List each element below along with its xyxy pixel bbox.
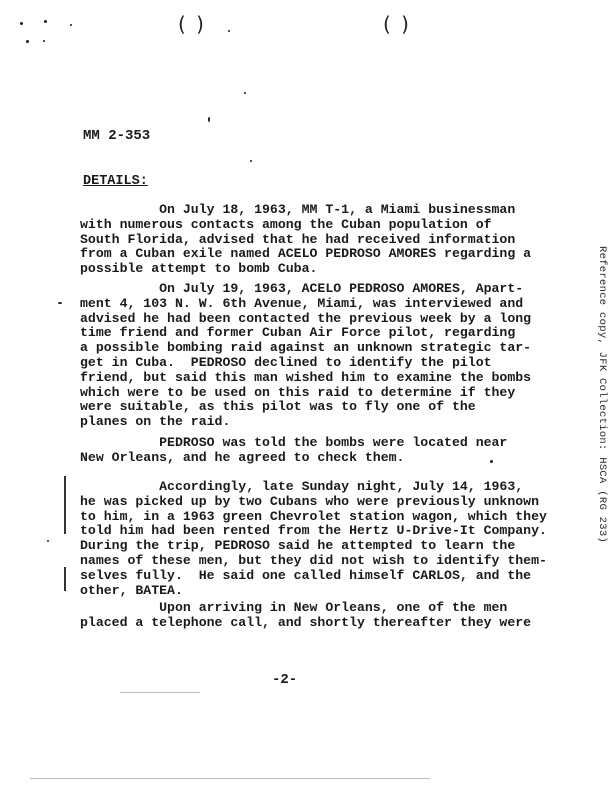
archive-side-stamp: Reference copy, JFK Collection: HSCA (RG 233) xyxy=(596,246,608,544)
scan-speck xyxy=(20,22,23,25)
margin-mark xyxy=(64,476,66,534)
paragraph-4: Accordingly, late Sunday night, July 14, 1963, he was picked up by two Cubans who were previously unknown to him, in a 1963 green Chevrolet station wagon, which they told him had been rented from the Hertz U-Drive-It Company. During the trip, PEDROSO said he attempted to learn the names of these men, but they did not wish to identify them- selves fully. He said one called himself CARLOS, and the other, BATEA. xyxy=(80,479,547,598)
section-heading: DETAILS: xyxy=(83,174,148,189)
scan-noise xyxy=(30,778,430,779)
scan-speck xyxy=(250,160,252,162)
scan-noise xyxy=(120,692,200,693)
scan-speck xyxy=(228,30,230,32)
scan-speck xyxy=(244,92,246,94)
scan-speck xyxy=(47,540,49,542)
scan-speck xyxy=(70,24,72,26)
paragraph-1: On July 18, 1963, MM T-1, a Miami businessman with numerous contacts among the Cuban population of South Florida, advised that he had received information from a Cuban exile named ACELO PEDROSO AMORES regarding a possible attempt to bomb Cuba. xyxy=(80,202,532,277)
top-mark-left: ( ) xyxy=(178,12,206,36)
top-mark-right: ( ) xyxy=(383,12,411,36)
paragraph-2: On July 19, 1963, ACELO PEDROSO AMORES, Apart- ment 4, 103 N. W. 6th Avenue, Miami, was interviewed and advised he had been contacted the previous week by a long time friend and former Cuban Air Force pilot, regarding a possible bombing raid against an unknown strategic tar- get in Cuba. PEDROSO declined to identify the pilot friend, but said this man wished him to examine the bombs which were to be used on this raid to determine if they were suitable, as this pilot was to fly one of the planes on the raid. xyxy=(80,281,532,430)
scan-speck xyxy=(26,40,29,43)
paragraph-3: PEDROSO was told the bombs were located near New Orleans, and he agreed to check them. xyxy=(80,435,508,465)
file-number: MM 2-353 xyxy=(83,128,151,144)
scan-speck xyxy=(43,40,45,42)
paragraph-5: Upon arriving in New Orleans, one of the men placed a telephone call, and shortly thereafter they were xyxy=(80,600,532,630)
page-number: -2- xyxy=(272,672,298,688)
margin-mark xyxy=(64,567,66,591)
scan-speck xyxy=(208,117,210,122)
scan-speck xyxy=(44,20,47,23)
scan-speck xyxy=(58,302,62,304)
